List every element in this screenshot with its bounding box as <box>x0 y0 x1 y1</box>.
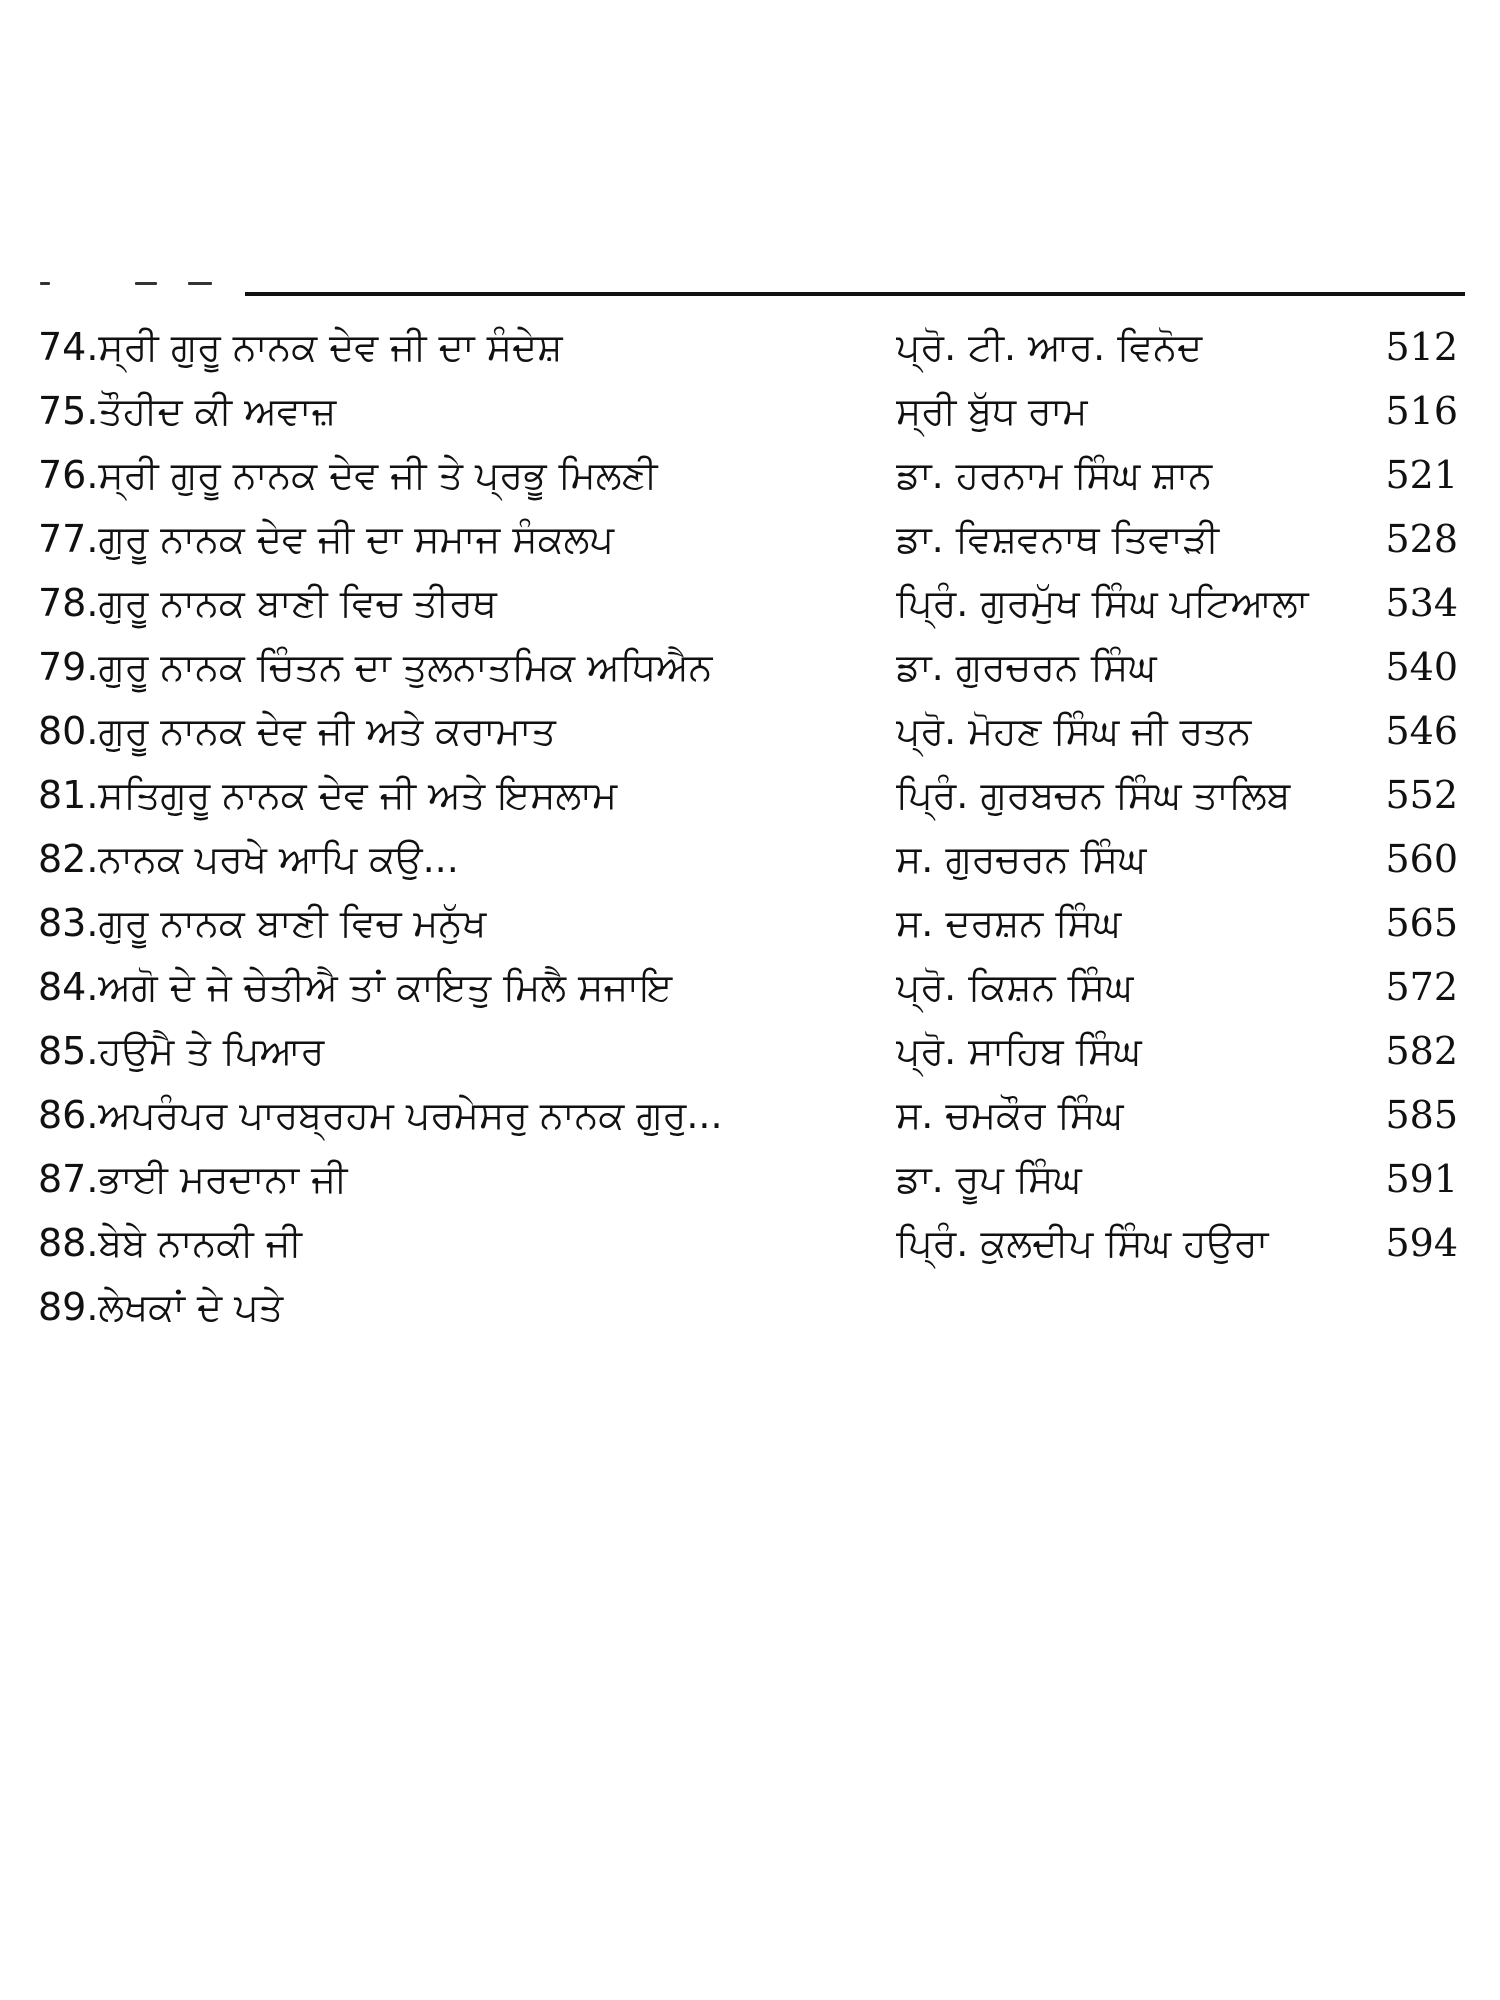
toc-entry <box>38 891 1458 955</box>
toc-entry-author: ਡਾ. ਹਰਨਾਮ ਸਿੰਘ ਸ਼ਾਨ <box>896 453 1213 497</box>
toc-entry-author: ਪ੍ਰੋ. ਸਾਹਿਬ ਸਿੰਘ <box>896 1029 1142 1073</box>
toc-entry-author: ਪ੍ਰੋ. ਕਿਸ਼ਨ ਸਿੰਘ <box>896 965 1134 1009</box>
toc-entry-page-number: 585 <box>1385 1093 1458 1137</box>
toc-entry-title: 87.ਭਾਈ ਮਰਦਾਨਾ ਜੀ <box>38 1157 348 1201</box>
toc-entry-title: 78.ਗੁਰੂ ਨਾਨਕ ਬਾਣੀ ਵਿਚ ਤੀਰਥ <box>38 581 497 625</box>
toc-entry-page-number: 552 <box>1385 773 1458 817</box>
toc-entry-title: 83.ਗੁਰੂ ਨਾਨਕ ਬਾਣੀ ਵਿਚ ਮਨੁੱਖ <box>38 901 487 945</box>
toc-entry-page-number: 516 <box>1385 389 1458 433</box>
toc-entry-page-number: 582 <box>1385 1029 1458 1073</box>
toc-entry <box>38 443 1458 507</box>
toc-entry-title: 82.ਨਾਨਕ ਪਰਖੇ ਆਪਿ ਕਉ... <box>38 837 459 881</box>
toc-entry <box>38 1083 1458 1147</box>
toc-entry-title: 88.ਬੇਬੇ ਨਾਨਕੀ ਜੀ <box>38 1221 302 1265</box>
toc-entry-author: ਡਾ. ਵਿਸ਼ਵਨਾਥ ਤਿਵਾੜੀ <box>896 517 1220 561</box>
toc-entry-title: 79.ਗੁਰੂ ਨਾਨਕ ਚਿੰਤਨ ਦਾ ਤੁਲਨਾਤਮਿਕ ਅਧਿਐਨ <box>38 645 713 689</box>
toc-entry-page-number: 572 <box>1385 965 1458 1009</box>
toc-entry <box>38 315 1458 379</box>
toc-entry-author: ਪ੍ਰਿੰ. ਗੁਰਮੁੱਖ ਸਿੰਘ ਪਟਿਆਲਾ <box>896 581 1309 625</box>
toc-entry <box>38 827 1458 891</box>
toc-entry <box>38 379 1458 443</box>
toc-entry-author: ਸ੍ਰੀ ਬੁੱਧ ਰਾਮ <box>896 389 1088 433</box>
toc-entry-title: 74.ਸ੍ਰੀ ਗੁਰੂ ਨਾਨਕ ਦੇਵ ਜੀ ਦਾ ਸੰਦੇਸ਼ <box>38 325 563 369</box>
toc-entry-author: ਡਾ. ਗੁਰਚਰਨ ਸਿੰਘ <box>896 645 1157 689</box>
toc-entry-title: 77.ਗੁਰੂ ਨਾਨਕ ਦੇਵ ਜੀ ਦਾ ਸਮਾਜ ਸੰਕਲਪ <box>38 517 614 561</box>
toc-entry-title: 85.ਹਉਮੈ ਤੇ ਪਿਆਰ <box>38 1029 325 1073</box>
toc-entry <box>38 763 1458 827</box>
header-rule <box>245 292 1465 296</box>
table-of-contents <box>38 315 1458 1339</box>
toc-entry-author: ਸ. ਚਮਕੌਰ ਸਿੰਘ <box>896 1093 1124 1137</box>
toc-entry-page-number: 534 <box>1385 581 1458 625</box>
toc-entry <box>38 955 1458 1019</box>
toc-entry-author: ਪ੍ਰੋ. ਟੀ. ਆਰ. ਵਿਨੋਦ <box>896 325 1203 369</box>
toc-entry-author: ਪ੍ਰਿੰ. ਗੁਰਬਚਨ ਸਿੰਘ ਤਾਲਿਬ <box>896 773 1291 817</box>
toc-entry-page-number: 591 <box>1385 1157 1458 1201</box>
toc-entry-title: 89.ਲੇਖਕਾਂ ਦੇ ਪਤੇ <box>38 1285 284 1329</box>
toc-entry-page-number: 512 <box>1385 325 1458 369</box>
toc-entry-author: ਸ. ਦਰਸ਼ਨ ਸਿੰਘ <box>896 901 1122 945</box>
toc-entry <box>38 1019 1458 1083</box>
toc-entry-page-number: 594 <box>1385 1221 1458 1265</box>
toc-entry-title: 76.ਸ੍ਰੀ ਗੁਰੂ ਨਾਨਕ ਦੇਵ ਜੀ ਤੇ ਪ੍ਰਭੂ ਮਿਲਣੀ <box>38 453 658 497</box>
toc-entry <box>38 699 1458 763</box>
toc-entry-title: 84.ਅਗੋ ਦੇ ਜੇ ਚੇਤੀਐ ਤਾਂ ਕਾਇਤੁ ਮਿਲੈ ਸਜਾਇ <box>38 965 673 1009</box>
toc-entry <box>38 1211 1458 1275</box>
toc-entry-title: 75.ਤੌਹੀਦ ਕੀ ਅਵਾਜ਼ <box>38 389 337 433</box>
toc-entry-author: ਪ੍ਰੋ. ਮੋਹਣ ਸਿੰਘ ਜੀ ਰਤਨ <box>896 709 1252 753</box>
toc-entry <box>38 571 1458 635</box>
toc-entry-author: ਸ. ਗੁਰਚਰਨ ਸਿੰਘ <box>896 837 1147 881</box>
toc-entry-title: 86.ਅਪਰੰਪਰ ਪਾਰਬ੍ਰਹਮ ਪਰਮੇਸਰੁ ਨਾਨਕ ਗੁਰੁ... <box>38 1093 723 1137</box>
toc-entry-page-number: 546 <box>1385 709 1458 753</box>
toc-entry-title: 81.ਸਤਿਗੁਰੂ ਨਾਨਕ ਦੇਵ ਜੀ ਅਤੇ ਇਸਲਾਮ <box>38 773 618 817</box>
toc-entry-page-number: 528 <box>1385 517 1458 561</box>
top-edge-marks <box>40 279 240 289</box>
toc-entry-page-number: 521 <box>1385 453 1458 497</box>
toc-entry <box>38 507 1458 571</box>
toc-entry-author: ਪ੍ਰਿੰ. ਕੁਲਦੀਪ ਸਿੰਘ ਹਉਰਾ <box>896 1221 1269 1265</box>
toc-entry <box>38 1147 1458 1211</box>
toc-entry <box>38 1275 1458 1339</box>
toc-entry-page-number: 560 <box>1385 837 1458 881</box>
toc-entry-title: 80.ਗੁਰੂ ਨਾਨਕ ਦੇਵ ਜੀ ਅਤੇ ਕਰਾਮਾਤ <box>38 709 556 753</box>
toc-entry-page-number: 565 <box>1385 901 1458 945</box>
toc-entry <box>38 635 1458 699</box>
toc-entry-author: ਡਾ. ਰੂਪ ਸਿੰਘ <box>896 1157 1082 1201</box>
toc-entry-page-number: 540 <box>1385 645 1458 689</box>
